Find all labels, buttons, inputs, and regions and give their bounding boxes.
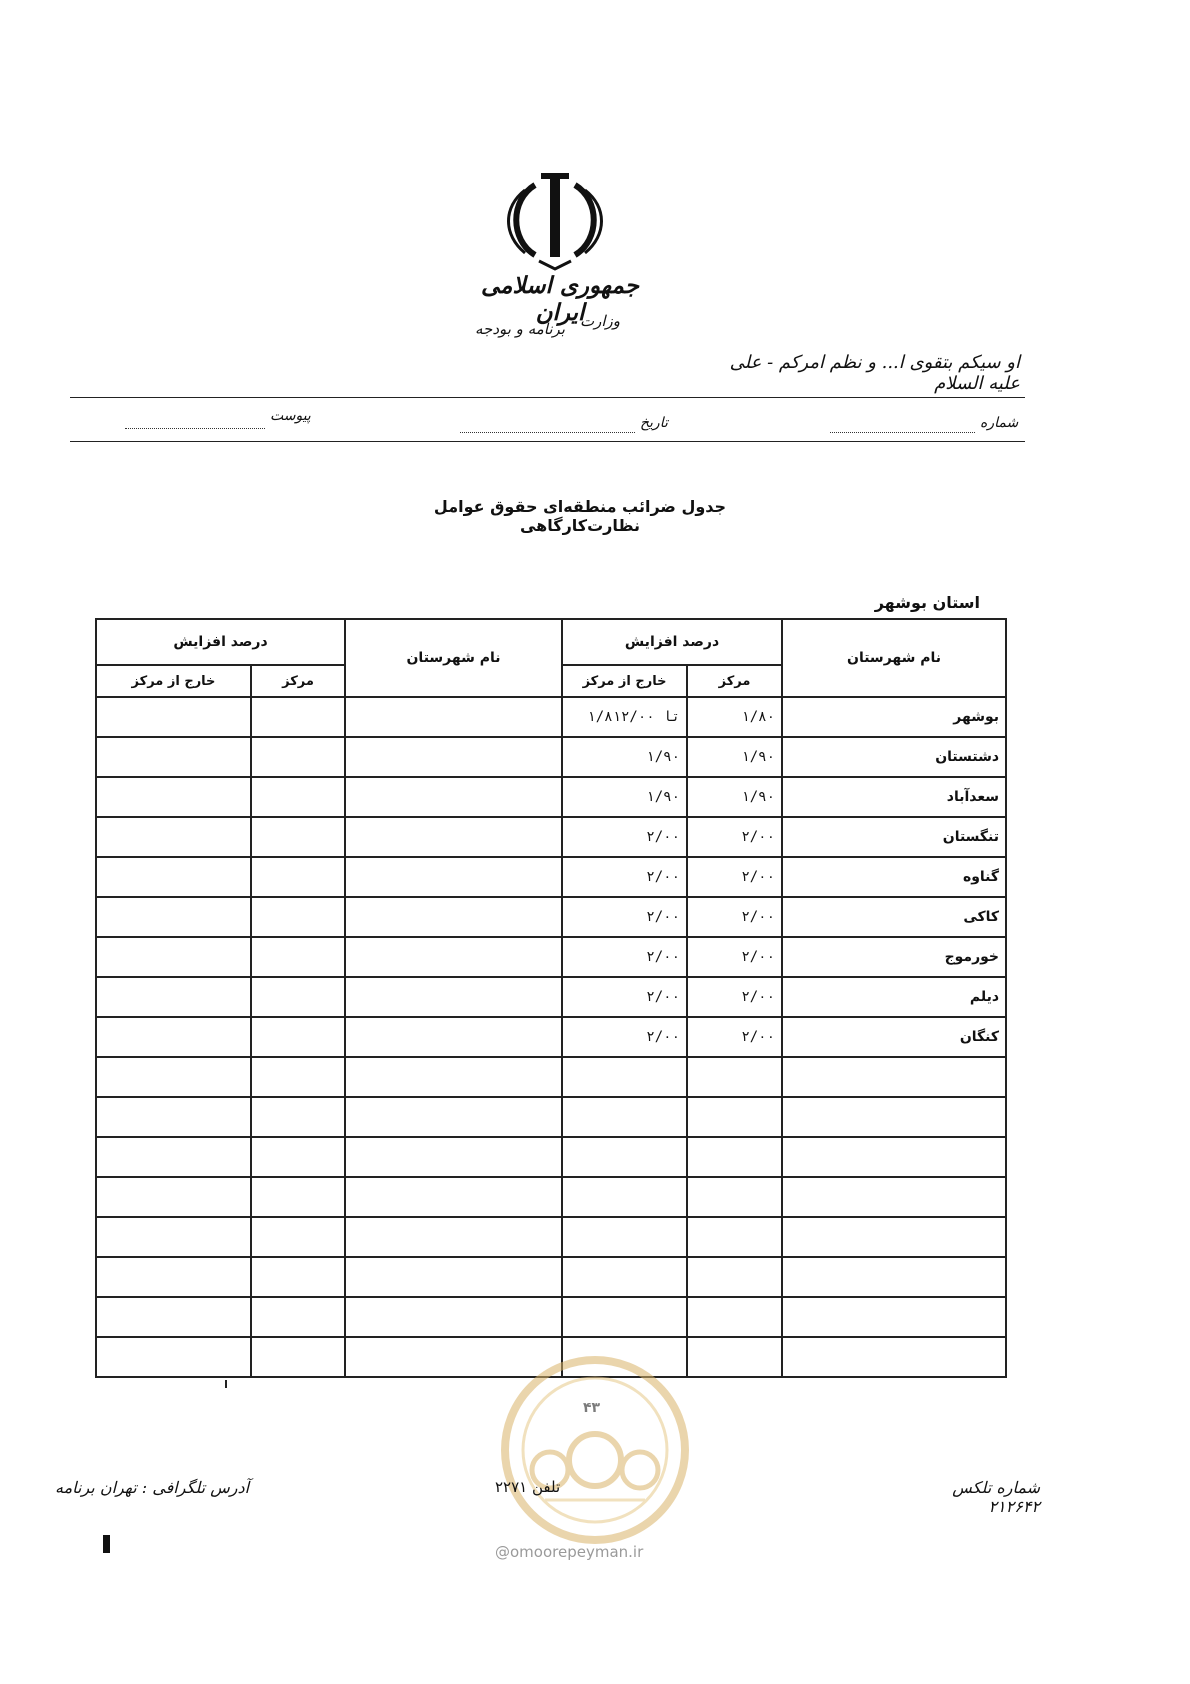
left-center-cell: [251, 1097, 345, 1137]
left-center-cell: [251, 1137, 345, 1177]
bottom-rule: [70, 441, 1025, 442]
right-county-header: نام شهرستان: [782, 619, 1006, 697]
left-county-cell: [345, 737, 562, 777]
center-value-cell: [687, 1257, 782, 1297]
table-row: [96, 697, 1006, 737]
left-outside-cell: [96, 737, 251, 777]
page-mark: [103, 1535, 110, 1553]
left-center-cell: [251, 1337, 345, 1377]
attachment-field: [125, 416, 265, 429]
left-outside-cell: [96, 697, 251, 737]
left-center-cell: [251, 1057, 345, 1097]
table-row: [96, 937, 1006, 977]
top-rule: [70, 397, 1025, 398]
left-outside-cell: [96, 1177, 251, 1217]
county-name-cell: [782, 1257, 1006, 1297]
date-field: [460, 420, 635, 433]
left-outside-cell: [96, 977, 251, 1017]
center-value-cell: ۱/۹۰: [687, 737, 782, 777]
center-value-cell: [687, 1137, 782, 1177]
left-outside-cell: [96, 1297, 251, 1337]
outside-value-cell: [562, 1097, 687, 1137]
center-value-cell: [687, 1297, 782, 1337]
left-county-cell: [345, 1177, 562, 1217]
left-outside-cell: [96, 1257, 251, 1297]
phone-number: تلفن ۲۲۷۱: [495, 1478, 561, 1496]
left-center-cell: [251, 817, 345, 857]
left-outside-cell: [96, 817, 251, 857]
number-label: شماره: [980, 415, 1019, 431]
invocation-text: او سیکم بتقوی ا... و نظم امرکم - علی علیه السلام: [729, 352, 1020, 394]
left-outside-header: خارج از مرکز: [96, 665, 251, 697]
left-county-cell: [345, 1017, 562, 1057]
left-county-cell: [345, 937, 562, 977]
ministry-name: برنامه و بودجه: [475, 320, 565, 338]
left-county-header: نام شهرستان: [345, 619, 562, 697]
left-increase-header: درصد افزایش: [96, 619, 345, 665]
county-name-cell: کنگان: [782, 1017, 1006, 1057]
date-label: تاریخ: [640, 415, 668, 431]
outside-value-cell: [562, 1057, 687, 1097]
country-name: جمهوری اسلامی ایران: [481, 272, 639, 326]
document-title: جدول ضرائب منطقه‌ای حقوق عوامل نظارت‌کارگاهی: [433, 497, 727, 535]
center-value-cell: ۲/۰۰: [687, 1017, 782, 1057]
left-outside-cell: [96, 857, 251, 897]
left-county-cell: [345, 1097, 562, 1137]
left-center-cell: [251, 737, 345, 777]
left-county-cell: [345, 777, 562, 817]
outside-value-cell: ۱/۸۱تا ۲/۰۰: [562, 697, 687, 737]
left-center-cell: [251, 937, 345, 977]
outside-value-cell: ۲/۰۰: [562, 817, 687, 857]
county-name-cell: [782, 1137, 1006, 1177]
margin-tick: [225, 1380, 227, 1388]
left-center-cell: [251, 1177, 345, 1217]
county-name-cell: کاکی: [782, 897, 1006, 937]
county-name-cell: بوشهر: [782, 697, 1006, 737]
left-center-cell: [251, 777, 345, 817]
center-value-cell: [687, 1097, 782, 1137]
left-county-cell: [345, 1297, 562, 1337]
rates-table: [95, 618, 1007, 1378]
center-value-cell: [687, 1337, 782, 1377]
center-value-cell: ۲/۰۰: [687, 977, 782, 1017]
right-outside-header: خارج از مرکز: [562, 665, 687, 697]
right-center-header: مرکز: [687, 665, 782, 697]
left-outside-cell: [96, 1057, 251, 1097]
county-name-cell: [782, 1217, 1006, 1257]
publisher-stamp: [495, 1350, 695, 1550]
header-row: [96, 619, 1006, 665]
outside-value-cell: ۲/۰۰: [562, 977, 687, 1017]
left-center-cell: [251, 1297, 345, 1337]
outside-value-cell: [562, 1177, 687, 1217]
left-outside-cell: [96, 897, 251, 937]
left-county-cell: [345, 977, 562, 1017]
empty-row: [96, 1097, 1006, 1137]
left-county-cell: [345, 897, 562, 937]
county-name-cell: گناوه: [782, 857, 1006, 897]
left-outside-cell: [96, 937, 251, 977]
outside-value-cell: ۱/۹۰: [562, 777, 687, 817]
left-outside-cell: [96, 777, 251, 817]
county-name-cell: [782, 1297, 1006, 1337]
county-name-cell: [782, 1057, 1006, 1097]
outside-value-cell: [562, 1137, 687, 1177]
left-outside-cell: [96, 1337, 251, 1377]
left-county-cell: [345, 1057, 562, 1097]
left-center-cell: [251, 1217, 345, 1257]
center-value-cell: [687, 1177, 782, 1217]
county-name-cell: [782, 1337, 1006, 1377]
empty-row: [96, 1057, 1006, 1097]
left-county-cell: [345, 817, 562, 857]
table-row: [96, 897, 1006, 937]
left-outside-cell: [96, 1137, 251, 1177]
table-row: [96, 977, 1006, 1017]
table-row: [96, 737, 1006, 777]
outside-value-cell: ۲/۰۰: [562, 897, 687, 937]
center-value-cell: ۱/۹۰: [687, 777, 782, 817]
outside-value-cell: [562, 1217, 687, 1257]
left-outside-cell: [96, 1217, 251, 1257]
county-name-cell: سعدآباد: [782, 777, 1006, 817]
outside-value-cell: ۱/۹۰: [562, 737, 687, 777]
right-increase-header: درصد افزایش: [562, 619, 782, 665]
left-center-header: مرکز: [251, 665, 345, 697]
county-name-cell: [782, 1097, 1006, 1137]
center-value-cell: ۲/۰۰: [687, 857, 782, 897]
stamp-number: ۴۳: [583, 1400, 601, 1416]
left-center-cell: [251, 697, 345, 737]
left-center-cell: [251, 897, 345, 937]
number-field: [830, 420, 975, 433]
outside-value-cell: ۲/۰۰: [562, 1017, 687, 1057]
left-outside-cell: [96, 1097, 251, 1137]
center-value-cell: [687, 1057, 782, 1097]
left-county-cell: [345, 1257, 562, 1297]
empty-row: [96, 1137, 1006, 1177]
province-name: استان بوشهر: [874, 593, 980, 612]
county-name-cell: تنگستان: [782, 817, 1006, 857]
center-value-cell: ۲/۰۰: [687, 937, 782, 977]
table-row: [96, 817, 1006, 857]
left-county-cell: [345, 697, 562, 737]
iran-emblem-icon: [495, 165, 615, 275]
outside-value-cell: ۲/۰۰: [562, 857, 687, 897]
left-center-cell: [251, 977, 345, 1017]
left-county-cell: [345, 857, 562, 897]
left-county-cell: [345, 1137, 562, 1177]
attachment-label: پیوست: [270, 408, 311, 424]
watermark-text: @omoorepeyman.ir: [495, 1543, 644, 1561]
telex-number: شماره تلکس ۲۱۲۶۴۲: [952, 1478, 1040, 1516]
center-value-cell: ۲/۰۰: [687, 817, 782, 857]
left-center-cell: [251, 857, 345, 897]
empty-row: [96, 1177, 1006, 1217]
table-row: [96, 777, 1006, 817]
table-row: [96, 857, 1006, 897]
empty-row: [96, 1217, 1006, 1257]
left-center-cell: [251, 1017, 345, 1057]
center-value-cell: ۲/۰۰: [687, 897, 782, 937]
empty-row: [96, 1257, 1006, 1297]
empty-row: [96, 1297, 1006, 1337]
county-name-cell: دیلم: [782, 977, 1006, 1017]
center-value-cell: [687, 1217, 782, 1257]
outside-value-cell: [562, 1297, 687, 1337]
left-county-cell: [345, 1217, 562, 1257]
outside-value-cell: [562, 1257, 687, 1297]
table-row: [96, 1017, 1006, 1057]
center-value-cell: ۱/۸۰: [687, 697, 782, 737]
county-name-cell: دشتستان: [782, 737, 1006, 777]
outside-value-cell: ۲/۰۰: [562, 937, 687, 977]
left-outside-cell: [96, 1017, 251, 1057]
county-name-cell: [782, 1177, 1006, 1217]
left-center-cell: [251, 1257, 345, 1297]
telegraph-address: آدرس تلگرافی : تهران برنامه: [55, 1478, 250, 1497]
county-name-cell: خورموج: [782, 937, 1006, 977]
ministry-label: وزارت: [580, 312, 621, 330]
rates-table-wrap: [95, 618, 1005, 1378]
